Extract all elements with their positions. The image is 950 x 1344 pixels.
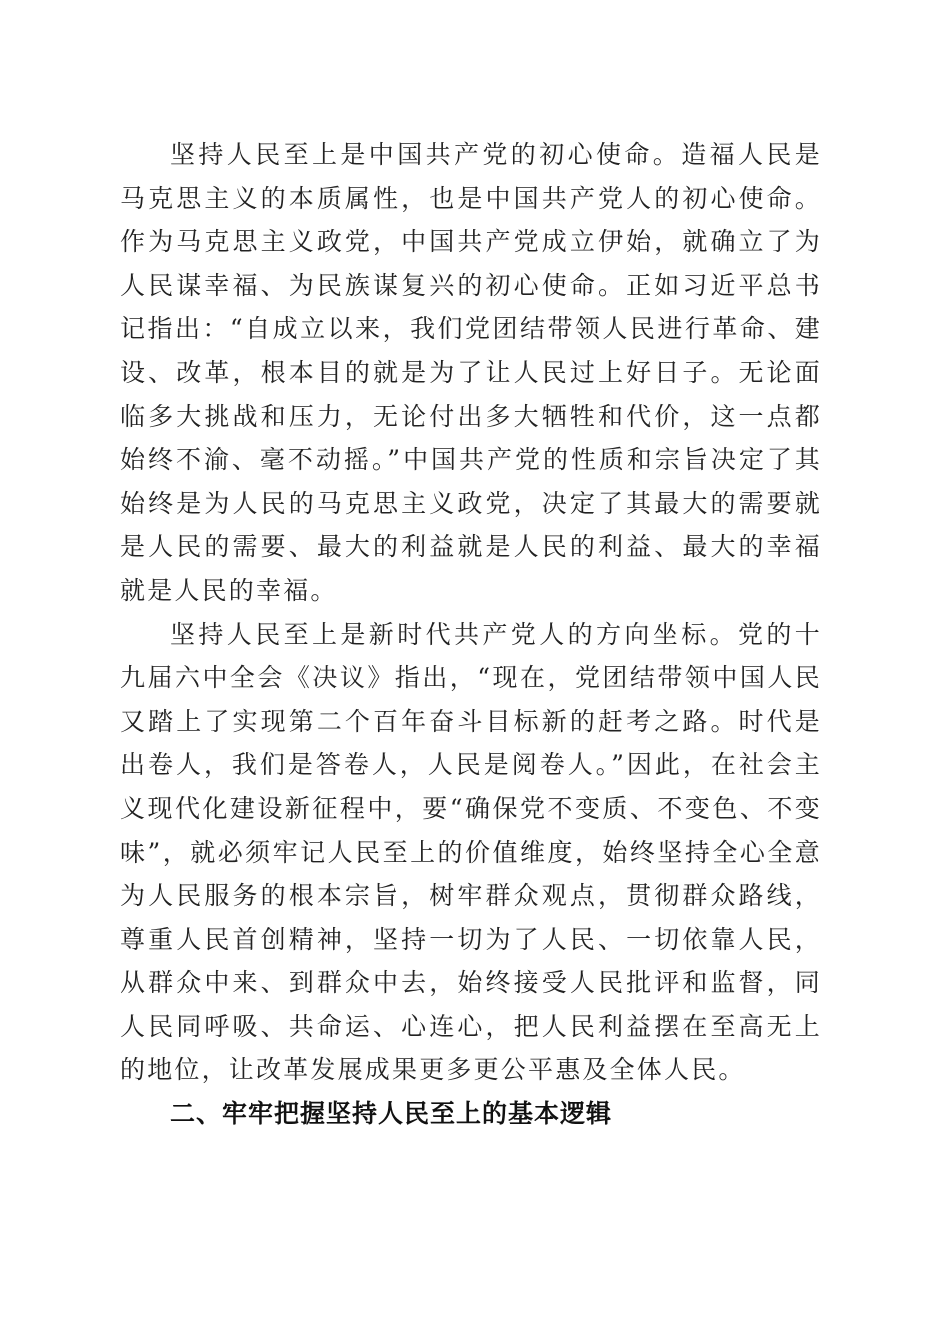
- section-heading: 二、牢牢把握坚持人民至上的基本逻辑: [170, 1099, 613, 1129]
- paragraph-people-first-mission: 坚持人民至上是中国共产党的初心使命。造福人民是马克思主义的本质属性，也是中国共产党人的初心使命。作为马克思主义政党，中国共产党成立伊始，就确立了为人民谋幸福、为民族谋复兴的初心使命。正如习近平总书记指出：“自成立以来，我们党团结带领人民进行革命、建设、改革，根本目的就是为了让人民过上好日子。无论面临多大挑战和压力，无论付出多大牺牲和代价，这一点都始终不渝、毫不动摇。”中国共产党的性质和宗旨决定了其始终是为人民的马克思主义政党，决定了其最大的需要就是人民的需要、最大的利益就是人民的利益、最大的幸福就是人民的幸福。: [120, 140, 822, 605]
- document-body: [120, 133, 822, 1136]
- paragraph-new-era-direction: 坚持人民至上是新时代共产党人的方向坐标。党的十九届六中全会《决议》指出，“现在，党团结带领中国人民又踏上了实现第二个百年奋斗目标新的赶考之路。时代是出卷人，我们是答卷人，人民是阅卷人。”因此，在社会主义现代化建设新征程中，要“确保党不变质、不变色、不变味”，就必须牢记人民至上的价值维度，始终坚持全心全意为人民服务的根本宗旨，树牢群众观点，贯彻群众路线，尊重人民首创精神，坚持一切为了人民、一切依靠人民，从群众中来、到群众中去，始终接受人民批评和监督，同人民同呼吸、共命运、心连心，把人民利益摆在至高无上的地位，让改革发展成果更多更公平惠及全体人民。: [120, 619, 822, 1085]
